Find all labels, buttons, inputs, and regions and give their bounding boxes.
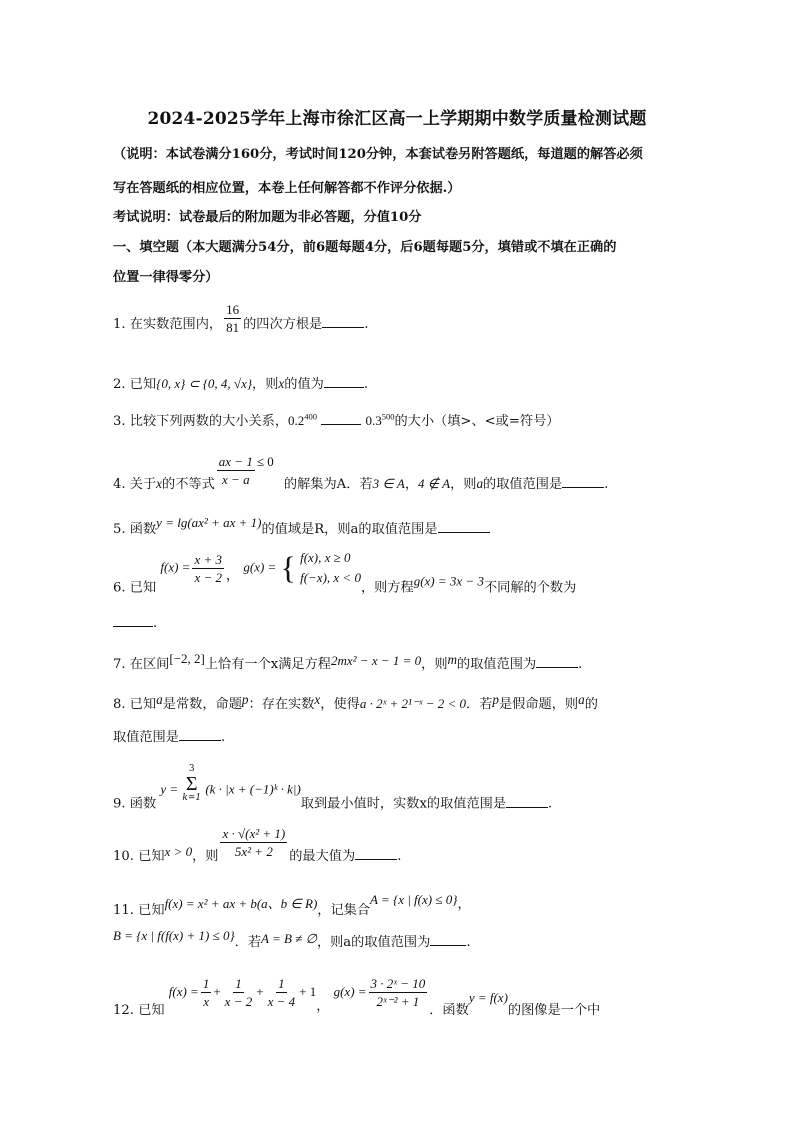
period: . [220, 730, 226, 745]
constant-term: + 1 [299, 984, 317, 999]
variable: p [241, 692, 249, 707]
question-10 [113, 826, 401, 864]
answer-blank [355, 847, 397, 860]
period: . [363, 377, 369, 392]
base: 0.3 [365, 413, 382, 428]
question-text: 的最大值为 [289, 849, 356, 864]
question-5 [113, 515, 490, 537]
answer-blank [562, 475, 604, 488]
exponent: 500 [381, 411, 395, 422]
question-text: 的大小（填>、<或=符号） [394, 414, 560, 429]
piecewise-definition [281, 548, 361, 588]
relation: ≤ 0 [256, 454, 274, 469]
fraction [266, 976, 298, 1009]
answer-blank [506, 795, 548, 808]
question-text: 在实数范围内， [129, 317, 223, 332]
question-text: 的值域是R，则a的取值范围是 [261, 522, 438, 537]
question-text: ，记集合 [317, 903, 371, 918]
set-a: A = {x | f(x) ≤ 0} [370, 892, 458, 907]
question-text: 已知 [138, 903, 165, 918]
fraction-denominator: x [203, 994, 209, 1009]
set-inclusion-expression: {0, x} ⊂ {0, 4, √x} [156, 376, 253, 391]
question-number: 8. [113, 697, 126, 712]
fraction [369, 976, 428, 1009]
variable: a [476, 476, 484, 491]
period: . [397, 849, 402, 864]
exam-note: 考试说明：试卷最后的附加题为非必答题，分值10分 [113, 210, 422, 225]
answer-blank [321, 412, 361, 425]
instructions-line-1: （说明：本试卷满分160分，考试时间120分钟，本套试卷另附答题纸，每道题的解答必须 [113, 147, 643, 162]
case-1: f(x), x ≥ 0 [300, 550, 351, 565]
sum-lower-limit: k=1 [182, 793, 202, 803]
question-text: 的值为 [284, 377, 324, 392]
fraction-denominator: x − 4 [267, 994, 296, 1009]
variable: a [156, 692, 163, 707]
sum-body: (k · |x + (−1)ᵏ · k|) [205, 781, 301, 797]
question-2 [113, 373, 368, 392]
fraction-denominator: x − a [222, 472, 250, 487]
question-text: ，则a的取值范围为 [316, 935, 431, 950]
expression-a [288, 413, 317, 428]
question-text: ，则 [450, 477, 477, 492]
expression-b [365, 413, 394, 428]
question-12 [113, 976, 600, 1018]
question-text: ，使得 [320, 697, 360, 712]
set-b: B = {x | f(f(x) + 1) ≤ 0} [113, 928, 235, 943]
question-1 [113, 302, 368, 335]
fraction-denominator: 81 [226, 320, 240, 335]
question-number: 1. [113, 317, 126, 332]
fraction [192, 552, 224, 585]
fraction [223, 976, 255, 1009]
fraction-denominator: 2ˣ⁻² + 1 [376, 994, 420, 1009]
fraction-denominator: x − 2 [224, 994, 253, 1009]
fraction [220, 826, 287, 859]
question-text: ．若 [466, 697, 493, 712]
fraction-numerator: 1 [278, 976, 285, 991]
question-7 [113, 651, 582, 672]
period: . [548, 796, 553, 812]
question-text: 已知 [129, 697, 157, 712]
condition: 4 ∉ A [418, 476, 451, 491]
function-expression: y = lg(ax² + ax + 1) [156, 515, 262, 530]
period: . [466, 935, 471, 950]
question-text: ：存在实数 [248, 697, 315, 712]
section-heading-line-1: 一、填空题（本大题满分54分，前6题每题4分，后6题每题5分，填错或不填在正确的 [113, 240, 617, 255]
comma: ， [316, 999, 330, 1014]
brace: { [280, 549, 296, 586]
variable: x [314, 692, 321, 707]
question-4 [113, 454, 608, 492]
question-text: 在区间 [129, 657, 170, 672]
fraction-numerator: 1 [235, 976, 242, 991]
question-6-continued [113, 614, 157, 631]
period: . [364, 317, 369, 332]
question-3 [113, 410, 559, 429]
question-8-continued [113, 726, 225, 745]
page-title: 2024-2025学年上海市徐汇区高一上学期期中数学质量检测试题 [147, 109, 647, 129]
question-text: 函数 [129, 522, 157, 537]
question-text: 取到最小值时，实数x的取值范围是 [300, 796, 507, 812]
instructions-line-2: 写在答题纸的相应位置，本卷上任何解答都不作评分依据.） [113, 181, 461, 196]
answer-blank [179, 728, 221, 741]
exponent: 400 [304, 411, 318, 422]
question-number: 7. [113, 657, 126, 672]
question-text: 取值范围是 [113, 730, 179, 745]
question-number: 10. [113, 849, 134, 864]
function-f-lhs: f(x) = [160, 559, 191, 575]
question-text: 的图像是一个中 [507, 1003, 601, 1018]
question-number: 12. [113, 1003, 134, 1018]
question-text: ，则 [192, 849, 219, 864]
plus: + [256, 984, 264, 999]
answer-blank [430, 933, 466, 946]
question-9 [113, 764, 552, 812]
variable: m [447, 652, 458, 667]
question-text: 已知 [138, 849, 165, 864]
comma: ， [457, 897, 471, 912]
question-11-continued [113, 928, 471, 950]
comma: ， [225, 568, 240, 584]
question-number: 9. [113, 796, 126, 812]
condition: 3 ∈ A [372, 476, 405, 491]
question-text: 的 [584, 697, 598, 712]
question-text: 的四次方根是 [243, 317, 323, 332]
fraction [217, 454, 255, 487]
answer-blank [324, 375, 364, 388]
answer-blank [113, 614, 153, 627]
question-8 [113, 692, 598, 712]
question-number: 2. [113, 377, 126, 392]
fraction-numerator: 3 · 2ˣ − 10 [370, 976, 426, 991]
question-text: 的取值范围是 [483, 477, 563, 492]
question-text: 比较下列两数的大小关系， [129, 414, 289, 429]
question-text: ，则 [421, 657, 448, 672]
question-text: 是假命题，则 [498, 697, 579, 712]
question-text: ，则方程 [360, 580, 414, 596]
variable: p [492, 692, 499, 707]
question-text: 的解集为A．若 [283, 477, 373, 492]
question-text: 的取值范围为 [457, 657, 537, 672]
period: . [578, 657, 583, 672]
answer-blank [536, 655, 578, 668]
question-text: 关于 [129, 477, 157, 492]
question-number: 5. [113, 522, 126, 537]
question-text: 函数 [129, 796, 157, 812]
separator: ， [404, 477, 419, 492]
variable: a [578, 692, 585, 707]
function-definition: f(x) = x² + ax + b(a、b ∈ R) [164, 896, 318, 911]
fraction [201, 976, 212, 1009]
question-number: 6. [113, 580, 126, 596]
fraction-denominator: 5x² + 2 [234, 844, 273, 859]
variable: x [278, 376, 285, 391]
plus: + [213, 984, 221, 999]
question-11 [113, 892, 471, 918]
question-text: 上恰有一个x满足方程 [204, 657, 331, 672]
question-text: ．函数 [429, 1003, 469, 1018]
function-y: y = f(x) [468, 990, 508, 1005]
question-text: 已知 [129, 377, 157, 392]
fraction-denominator: x − 2 [194, 569, 222, 585]
question-text: 是常数，命题 [162, 697, 242, 712]
function-g-lhs: g(x) = [243, 559, 277, 575]
question-number: 4. [113, 477, 126, 492]
function-f-lhs: f(x) = [168, 984, 199, 999]
fraction-numerator: x · √(x² + 1) [222, 826, 286, 841]
equation: 2mx² − x − 1 = 0 [330, 653, 422, 668]
fraction-numerator: x + 3 [194, 551, 222, 567]
answer-blank [438, 520, 490, 533]
question-text: ．若 [234, 935, 262, 950]
fraction-numerator: 1 [202, 976, 210, 991]
function-g-lhs: g(x) = [333, 984, 367, 999]
question-6 [113, 548, 576, 596]
question-text: 的不等式 [162, 477, 215, 492]
period: . [604, 477, 609, 492]
section-heading-line-2: 位置一律得零分） [113, 270, 219, 285]
question-text: 不同解的个数为 [483, 580, 577, 596]
question-number: 3. [113, 414, 126, 429]
cases [300, 548, 361, 588]
fraction-numerator: ax − 1 [218, 454, 253, 469]
variable: x [156, 476, 163, 491]
summation [182, 764, 201, 804]
case-2: f(−x), x < 0 [300, 570, 361, 585]
question-text: ，则 [252, 377, 279, 392]
answer-blank [322, 315, 364, 328]
base: 0.2 [288, 413, 305, 428]
interval: [−2, 2] [169, 651, 205, 666]
sigma-symbol: Σ [185, 773, 198, 795]
fraction-numerator: 16 [226, 302, 240, 317]
condition: A = B ≠ ∅ [261, 931, 317, 946]
sum-upper-limit: 3 [188, 764, 195, 774]
function-lhs: y = [160, 781, 179, 797]
condition: x > 0 [164, 844, 193, 859]
question-number: 11. [113, 903, 134, 918]
inequality: a · 2ˣ + 2¹⁻ˣ − 2 < 0 [359, 696, 467, 711]
question-text: 已知 [129, 580, 157, 596]
fraction [224, 302, 241, 335]
question-text: 已知 [138, 1003, 165, 1018]
period: . [153, 616, 158, 631]
equation: g(x) = 3x − 3 [413, 573, 484, 589]
